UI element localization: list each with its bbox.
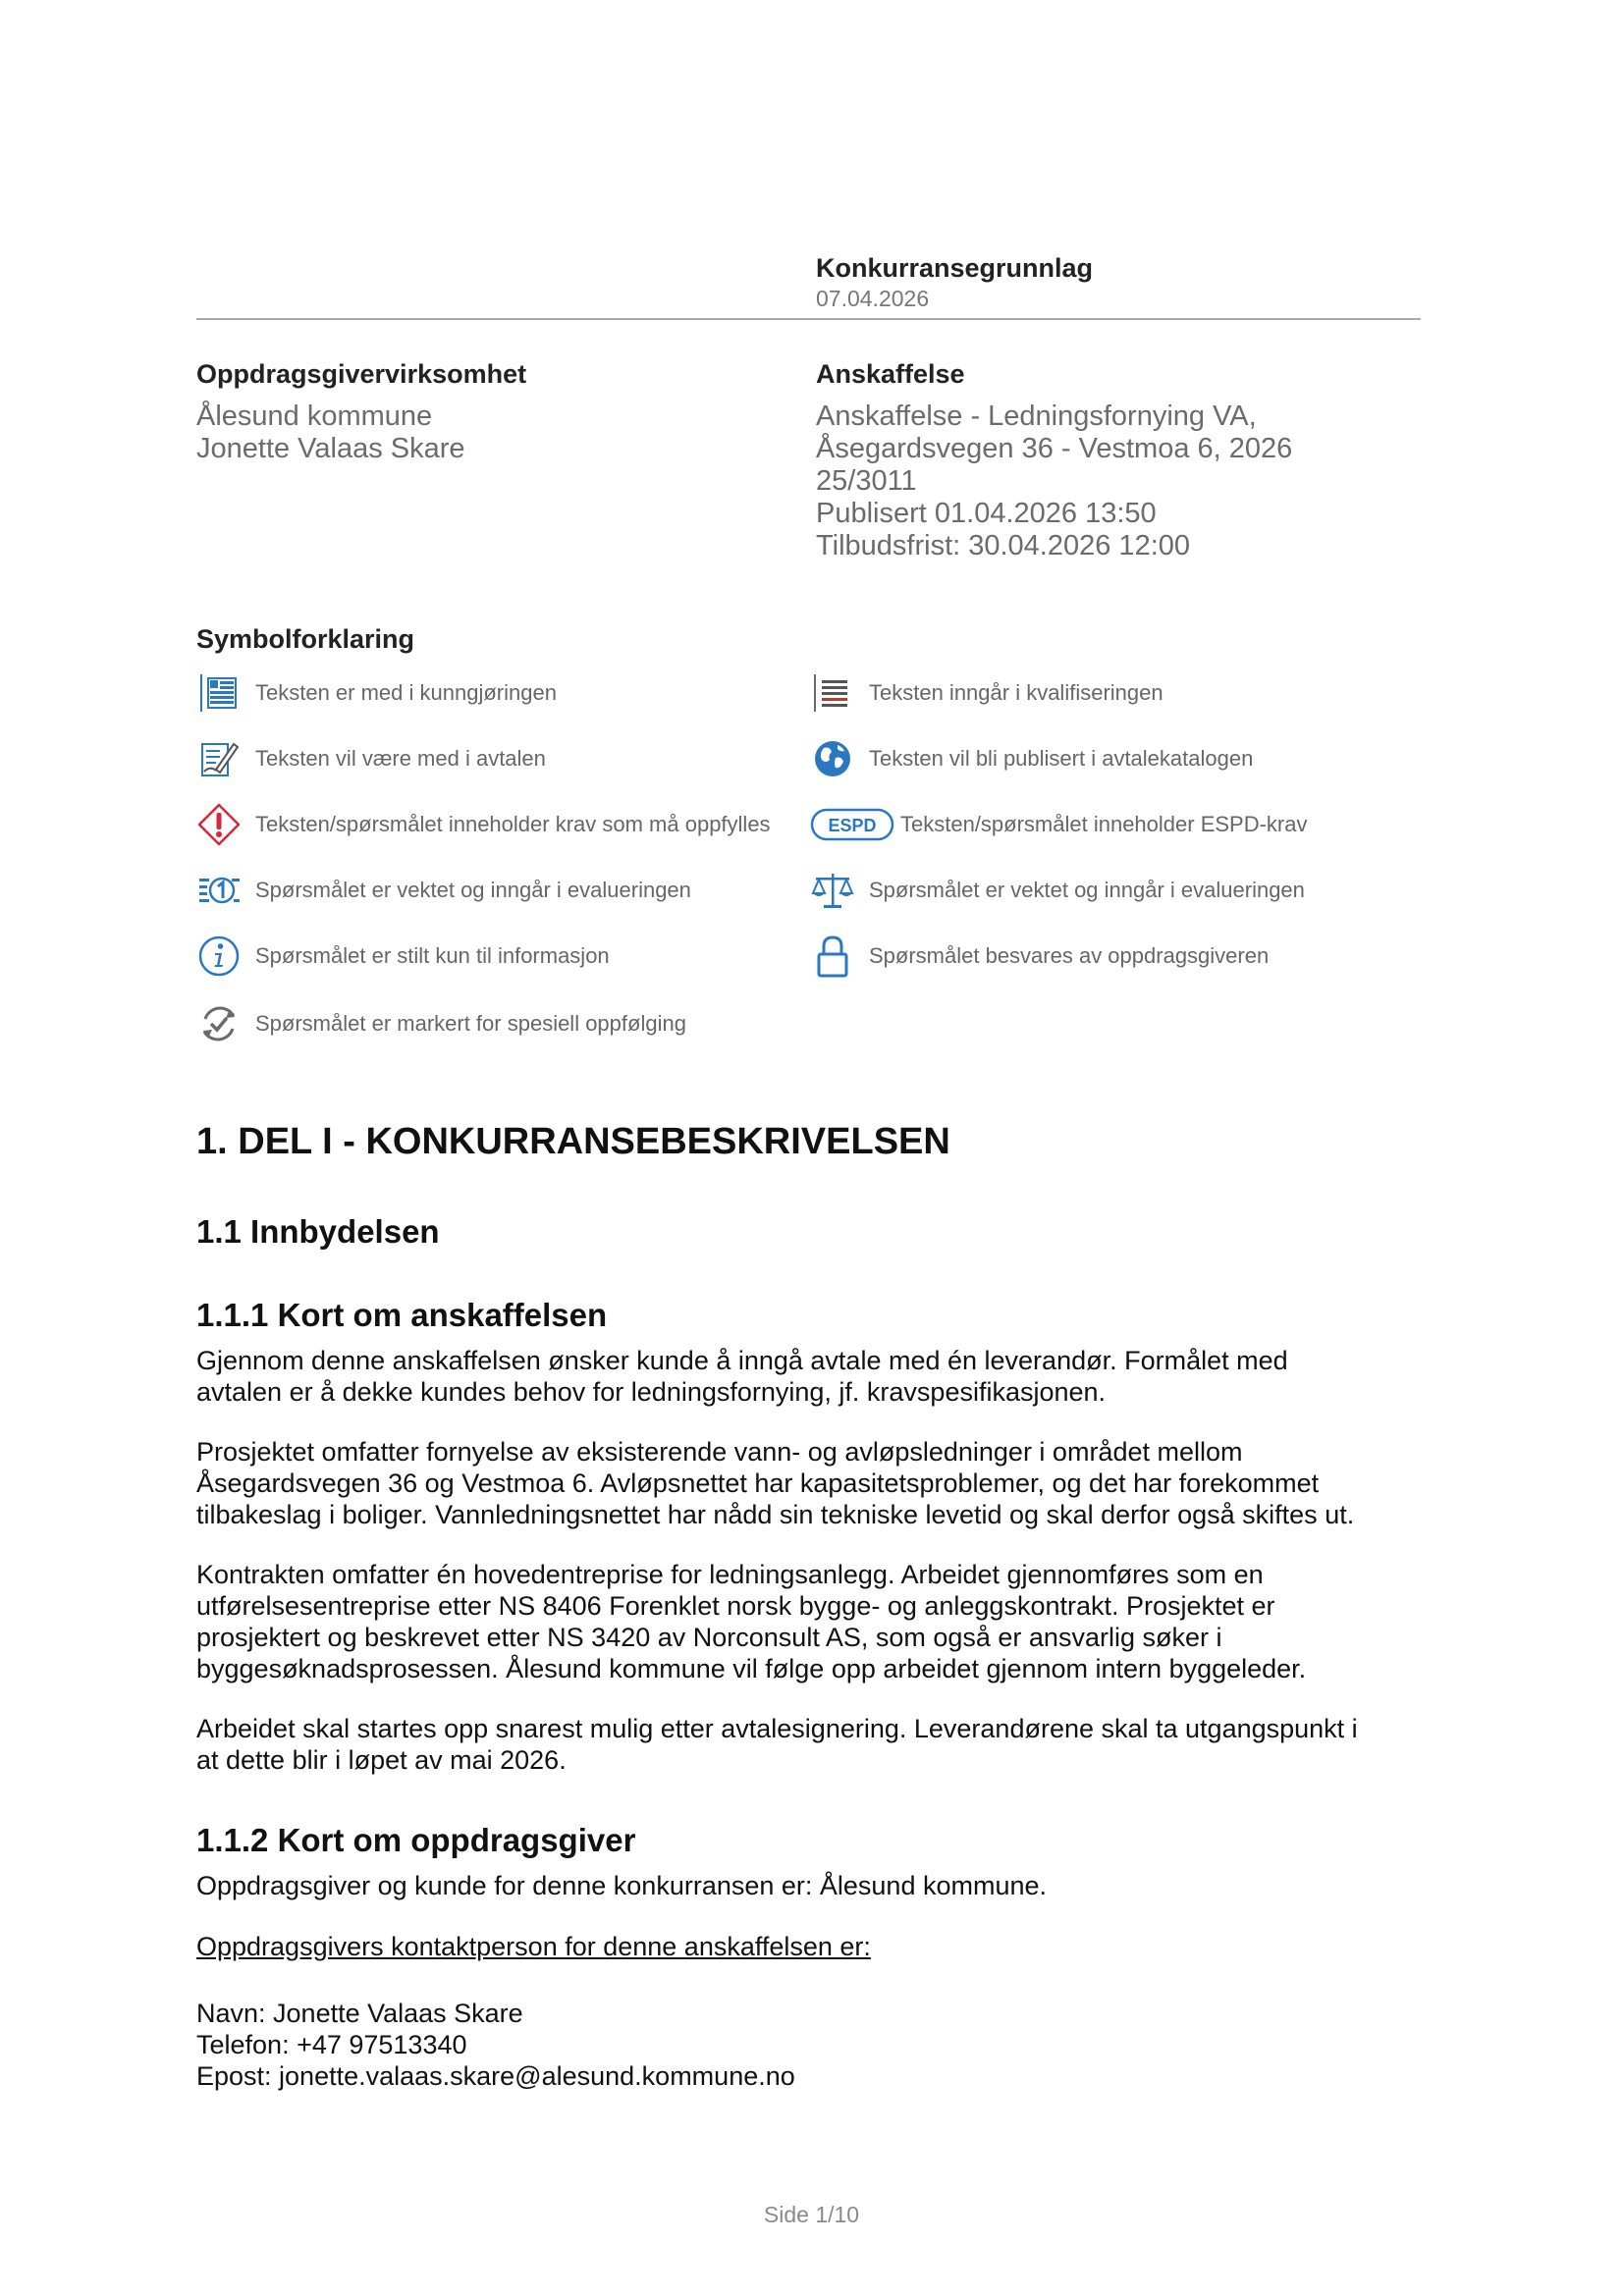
legend-text: Teksten er med i kunngjøringen: [255, 680, 557, 705]
procurement-published: Publisert 01.04.2026 13:50: [816, 498, 1157, 529]
warning-diamond-icon: [196, 802, 242, 847]
globe-icon: [810, 736, 855, 781]
paragraph-line: tilbakeslag i boliger. Vannledningsnettet har nådd sin tekniske levetid og skal derfor også skiftes ut.: [196, 1500, 1355, 1529]
procurement-line: Anskaffelse - Ledningsfornying VA,: [816, 400, 1257, 432]
paragraph-line: Arbeidet skal startes opp snarest mulig etter avtalesignering. Leverandørene skal ta utgangspunkt i: [196, 1714, 1358, 1743]
legend-item: [196, 802, 771, 847]
legend-text: Teksten/spørsmålet inneholder krav som må oppfylles: [255, 812, 771, 836]
procurement-case-number: 25/3011: [816, 465, 917, 497]
legend-text: Teksten/spørsmålet inneholder ESPD-krav: [900, 812, 1308, 836]
legend-item: [810, 868, 1305, 913]
legend-text: Spørsmålet er stilt kun til informasjon: [255, 943, 610, 968]
legend-text: Teksten inngår i kvalifiseringen: [869, 680, 1163, 705]
paragraph: [196, 1713, 1434, 1776]
legend-item: [196, 670, 557, 716]
client-contact-name: Jonette Valaas Skare: [196, 433, 465, 464]
paragraph-line: prosjektert og beskrevet etter NS 3420 av Norconsult AS, som også er ansvarlig søker i: [196, 1623, 1222, 1652]
legend-item: [810, 736, 1253, 781]
procurement-heading: Anskaffelse: [816, 359, 965, 389]
contact-heading: Oppdragsgivers kontaktperson for denne anskaffelsen er:: [196, 1932, 871, 1961]
qualification-list-icon: [810, 670, 855, 716]
paragraph-line: Gjennom denne anskaffelsen ønsker kunde å inngå avtale med én leverandør. Formålet med: [196, 1346, 1288, 1375]
subsubsection-heading: 1.1.1 Kort om anskaffelsen: [196, 1297, 608, 1333]
paragraph: [196, 1931, 1434, 1962]
legend-item: [196, 736, 546, 781]
follow-up-check-icon: [196, 1001, 242, 1046]
procurement-line: Åsegardsvegen 36 - Vestmoa 6, 2026: [816, 433, 1293, 464]
espd-badge-label: ESPD: [828, 816, 877, 835]
legend-item: [196, 1001, 686, 1046]
paragraph-line: avtalen er å dekke kundes behov for ledningsfornying, jf. kravspesifikasjonen.: [196, 1377, 1107, 1407]
contact-details: [196, 1998, 1434, 2092]
procurement-details: [816, 400, 1292, 562]
weighted-number-icon: [196, 868, 242, 913]
scales-icon: [810, 868, 855, 913]
legend-item: [196, 934, 610, 979]
section-heading: 1. DEL I - KONKURRANSEBESKRIVELSEN: [196, 1121, 950, 1162]
client-details: [196, 400, 465, 465]
client-organization: Ålesund kommune: [196, 400, 433, 432]
contact-email: Epost: jonette.valaas.skare@alesund.kommune.no: [196, 2061, 795, 2091]
contract-pen-icon: [196, 736, 242, 781]
subsection-heading: 1.1 Innbydelsen: [196, 1213, 440, 1250]
legend-text: Teksten vil være med i avtalen: [255, 746, 546, 771]
legend-text: Spørsmålet er vektet og inngår i evalueringen: [869, 878, 1305, 902]
legend-text: Teksten vil bli publisert i avtalekatalogen: [869, 746, 1254, 771]
legend-item: [810, 670, 1163, 716]
paragraph: [196, 1345, 1434, 1408]
paragraph-line: at dette blir i løpet av mai 2026.: [196, 1745, 567, 1775]
document-date: 07.04.2026: [816, 286, 930, 311]
paragraph: [196, 1870, 1434, 1901]
paragraph-line: Oppdragsgiver og kunde for denne konkurransen er: Ålesund kommune.: [196, 1871, 1048, 1900]
page-number: Side 1/10: [763, 2202, 860, 2227]
padlock-icon: [810, 934, 855, 979]
procurement-deadline: Tilbudsfrist: 30.04.2026 12:00: [816, 530, 1191, 561]
subsubsection-heading: 1.1.2 Kort om oppdragsgiver: [196, 1822, 636, 1858]
info-icon: [196, 934, 242, 979]
paragraph: [196, 1559, 1434, 1684]
espd-badge-icon: [810, 802, 894, 847]
legend-item: [810, 802, 1308, 847]
document-title: Konkurransegrunnlag: [816, 253, 1094, 283]
announcement-icon: [196, 670, 242, 716]
legend-text: Spørsmålet er vektet og inngår i evalueringen: [255, 878, 691, 902]
legend-title: Symbolforklaring: [196, 624, 415, 654]
paragraph-line: byggesøknadsprosessen. Ålesund kommune vil følge opp arbeidet gjennom intern byggeleder.: [196, 1654, 1307, 1683]
header-divider: [196, 318, 1421, 320]
client-heading: Oppdragsgivervirksomhet: [196, 359, 527, 389]
paragraph-line: Åsegardsvegen 36 og Vestmoa 6. Avløpsnettet har kapasitetsproblemer, og det har forekommet: [196, 1468, 1320, 1498]
legend-item: [810, 934, 1269, 979]
contact-name: Navn: Jonette Valaas Skare: [196, 1999, 523, 2028]
paragraph: [196, 1436, 1434, 1530]
contact-phone: Telefon: +47 97513340: [196, 2030, 467, 2059]
legend-text: Spørsmålet er markert for spesiell oppfølging: [255, 1011, 686, 1036]
paragraph-line: Prosjektet omfatter fornyelse av eksisterende vann- og avløpsledninger i området mellom: [196, 1437, 1243, 1467]
legend-text: Spørsmålet besvares av oppdragsgiveren: [869, 943, 1270, 968]
legend-item: [196, 868, 691, 913]
paragraph-line: utførelsesentreprise etter NS 8406 Forenklet norsk bygge- og anleggskontrakt. Prosjektet er: [196, 1591, 1275, 1621]
paragraph-line: Kontrakten omfatter én hovedentreprise for ledningsanlegg. Arbeidet gjennomføres som en: [196, 1560, 1264, 1589]
